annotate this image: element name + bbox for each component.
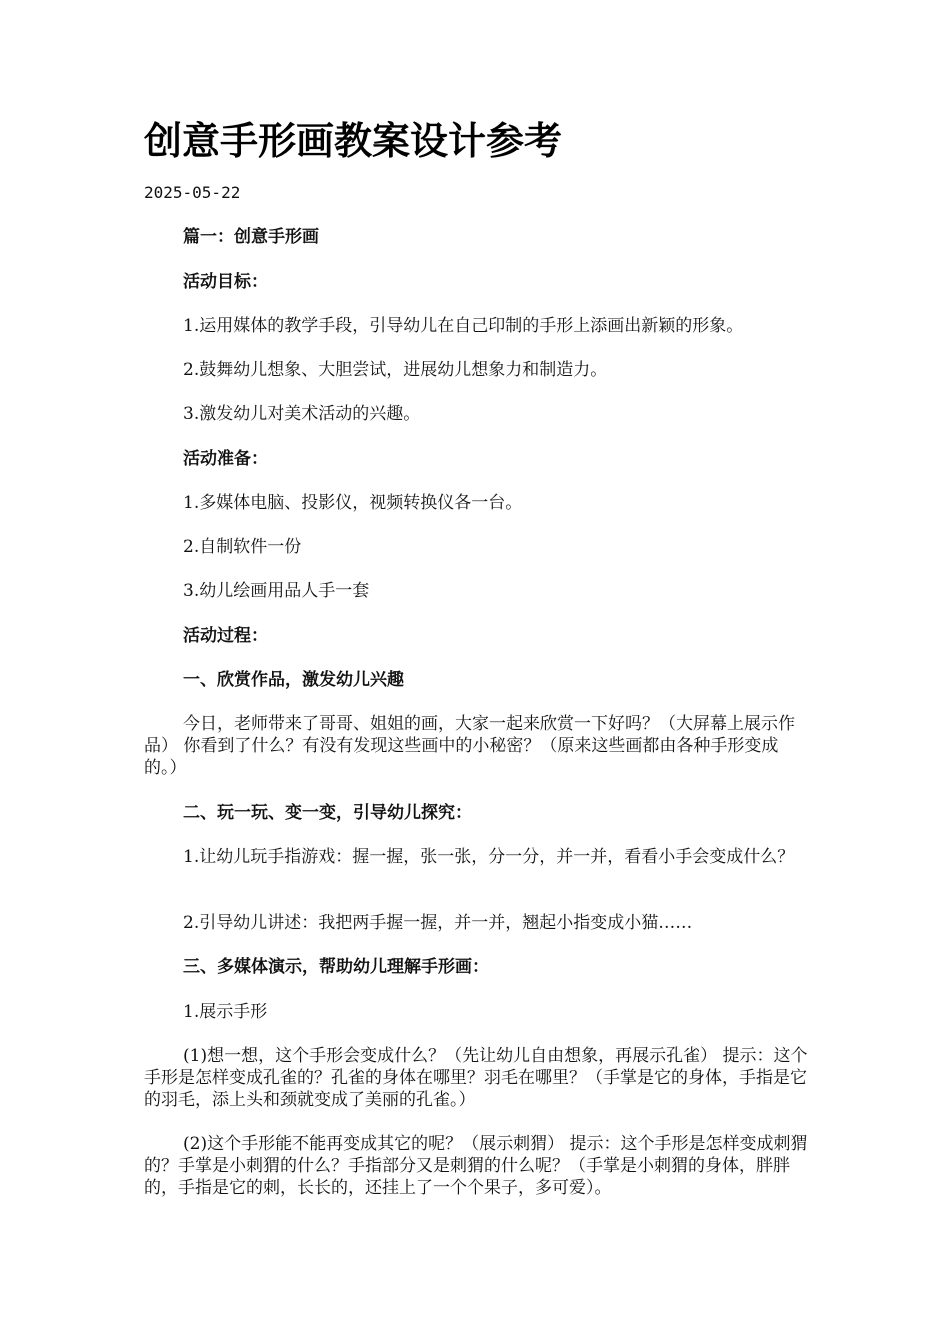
paragraph: 1.运用媒体的教学手段，引导幼儿在自己印制的手形上添画出新颖的形象。 (183, 316, 744, 336)
section-heading: 活动准备： (183, 449, 268, 469)
section-heading: 二、玩一玩、变一变，引导幼儿探究： (183, 803, 472, 823)
document-title: 创意手形画教案设计参考 (144, 119, 563, 163)
section-heading: 三、多媒体演示，帮助幼儿理解手形画： (183, 957, 489, 977)
paragraph: 3.幼儿绘画用品人手一套 (183, 581, 370, 601)
section-heading: 活动过程： (183, 626, 268, 646)
paragraph: 3.激发幼儿对美术活动的兴趣。 (183, 404, 421, 424)
document-date: 2025-05-22 (144, 183, 241, 202)
paragraph: 2.引导幼儿讲述：我把两手握一握，并一并，翘起小指变成小猫…… (183, 913, 693, 933)
paragraph: 1.让幼儿玩手指游戏：握一握，张一张，分一分，并一并，看看小手会变成什么？ (183, 847, 795, 867)
section-heading: 活动目标： (183, 272, 268, 292)
paragraph: 今日，老师带来了哥哥、姐姐的画，大家一起来欣赏一下好吗？（大屏幕上展示作品） 你看到了什么？有没有发现这些画中的小秘密？（原来这些画都由各种手形变成的。） (144, 714, 795, 778)
section-heading: 一、欣赏作品，激发幼儿兴趣 (183, 670, 404, 690)
paragraph: (1)想一想，这个手形会变成什么？（先让幼儿自由想象，再展示孔雀） 提示：这个手形是怎样变成孔雀的？孔雀的身体在哪里？羽毛在哪里？（手掌是它的身体，手指是它的羽毛，添上头和颈就变成了美丽的孔雀。） (144, 1046, 808, 1110)
paragraph: 2.鼓舞幼儿想象、大胆尝试，进展幼儿想象力和制造力。 (183, 360, 608, 380)
section-heading: 篇一：创意手形画 (183, 227, 319, 247)
paragraph: 1.展示手形 (183, 1002, 268, 1022)
paragraph: 2.自制软件一份 (183, 537, 302, 557)
paragraph: 1.多媒体电脑、投影仪，视频转换仪各一台。 (183, 493, 523, 513)
paragraph: (2)这个手形能不能再变成其它的呢？（展示刺猬） 提示：这个手形是怎样变成刺猬的？手掌是小刺猬的什么？手指部分又是刺猬的什么呢？（手掌是小刺猬的身体，胖胖的，手指是它的刺，长长的，还挂上了一个个果子，多可爱）。 (144, 1134, 808, 1198)
